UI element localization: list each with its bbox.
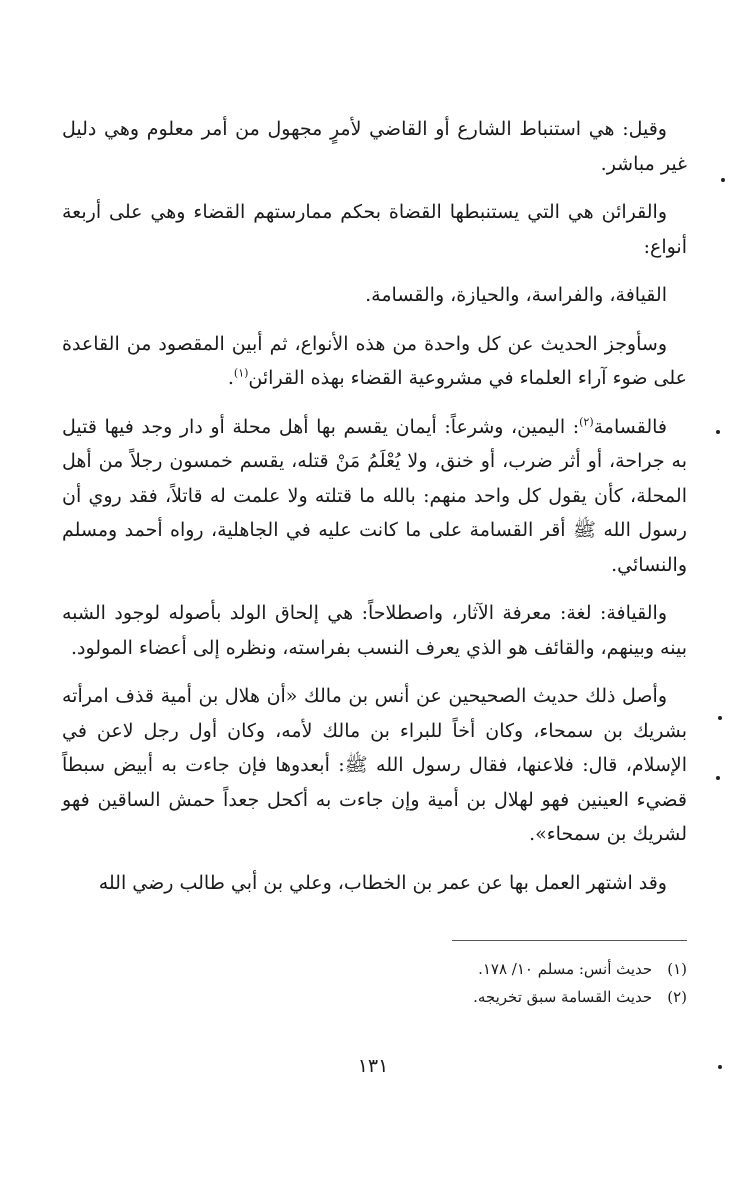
footnote-number: (١) [667, 960, 687, 978]
paragraph-qasama [62, 410, 687, 583]
footnote-ref-2: (٢) [579, 415, 594, 429]
margin-dot [718, 1065, 722, 1069]
paragraph-summary: وسأوجز الحديث عن كل واحدة من هذه الأنواع، ثم أبين المقصود من القاعدة على ضوء آراء العلماء في مشروعية القضاء بهذه القرائن$^{(١)}$. [62, 332, 687, 389]
margin-dot [718, 716, 722, 720]
qasama-term: فالقسامة [593, 415, 667, 438]
paragraph-types: القيافة، والفراسة، والحيازة، والقسامة. [365, 284, 667, 306]
paragraph-hadith: وأصل ذلك حديث الصحيحين عن أنس بن مالك «أن هلال بن أمية قذف امرأته بشريك بن سمحاء، وكان أخاً للبراء بن مالك لأمه، وكان أول رجل لاعن في الإسلام، قال: فلاعنها، فقال رسول الله ﷺ: أبعدوها فإن جاءت به أبيض سبطاً قضيء العينين فهو لهلال بن أمية وإن جاءت به أكحل جعداً حمش الساقين فهو لشريك بن سمحاء». [62, 685, 687, 845]
margin-dot [716, 776, 720, 780]
page-number: ١٣١ [357, 1055, 389, 1077]
footnote-text: حديث القسامة سبق تخريجه. [473, 988, 653, 1006]
footnote-number: (٢) [667, 988, 687, 1006]
paragraph-qarain: والقرائن هي التي يستنبطها القضاة بحكم ممارستهم القضاء وهي على أربعة أنواع: [62, 201, 687, 258]
footnote-ref-1: (١) [233, 366, 249, 380]
footnote-item [300, 955, 687, 983]
margin-dot [721, 178, 725, 182]
margin-dot [716, 430, 720, 434]
paragraph-definition: وقيل: هي استنباط الشارع أو القاضي لأمرٍ مجهول من أمر معلوم وهي دليل غير مباشر. [62, 118, 687, 175]
footnote-item [300, 983, 687, 1011]
main-text [62, 112, 687, 914]
paragraph-umar: وقد اشتهر العمل بها عن عمر بن الخطاب، وعلي بن أبي طالب رضي الله [98, 871, 667, 894]
summary-text: وسأوجز الحديث عن كل واحدة من هذه الأنواع، ثم أبين المقصود من القاعدة على ضوء آراء العلماء في مشروعية القضاء بهذه القرائن [62, 332, 687, 389]
paragraph-qiyafa: والقيافة: لغة: معرفة الآثار، واصطلاحاً: هي إلحاق الولد بأصوله لوجود الشبه بينه وبينهم، والقائف هو الذي يعرف النسب بفراسته، ونظره إلى أعضاء المولود. [62, 602, 687, 659]
footnote-text: حديث أنس: مسلم ١٠/ ١٧٨. [478, 960, 653, 978]
footnotes [300, 955, 687, 1011]
footnote-separator [452, 940, 687, 941]
qasama-text: : اليمين، وشرعاً: أيمان يقسم بها أهل محلة أو دار وجد فيها قتيل به جراحة، أو أثر ضرب، أو خنق، ولا يُعْلَمُ مَنْ قتله، يقسم خمسون رجلاً من أهل المحلة، كأن يقول كل واحد منهم: بالله ما قتلته ولا علمت له قاتلاً، فقد روي أن رسول الله ﷺ أقر القسامة على ما كانت عليه في الجاهلية، رواه أحمد ومسلم والنسائي. [62, 415, 687, 576]
